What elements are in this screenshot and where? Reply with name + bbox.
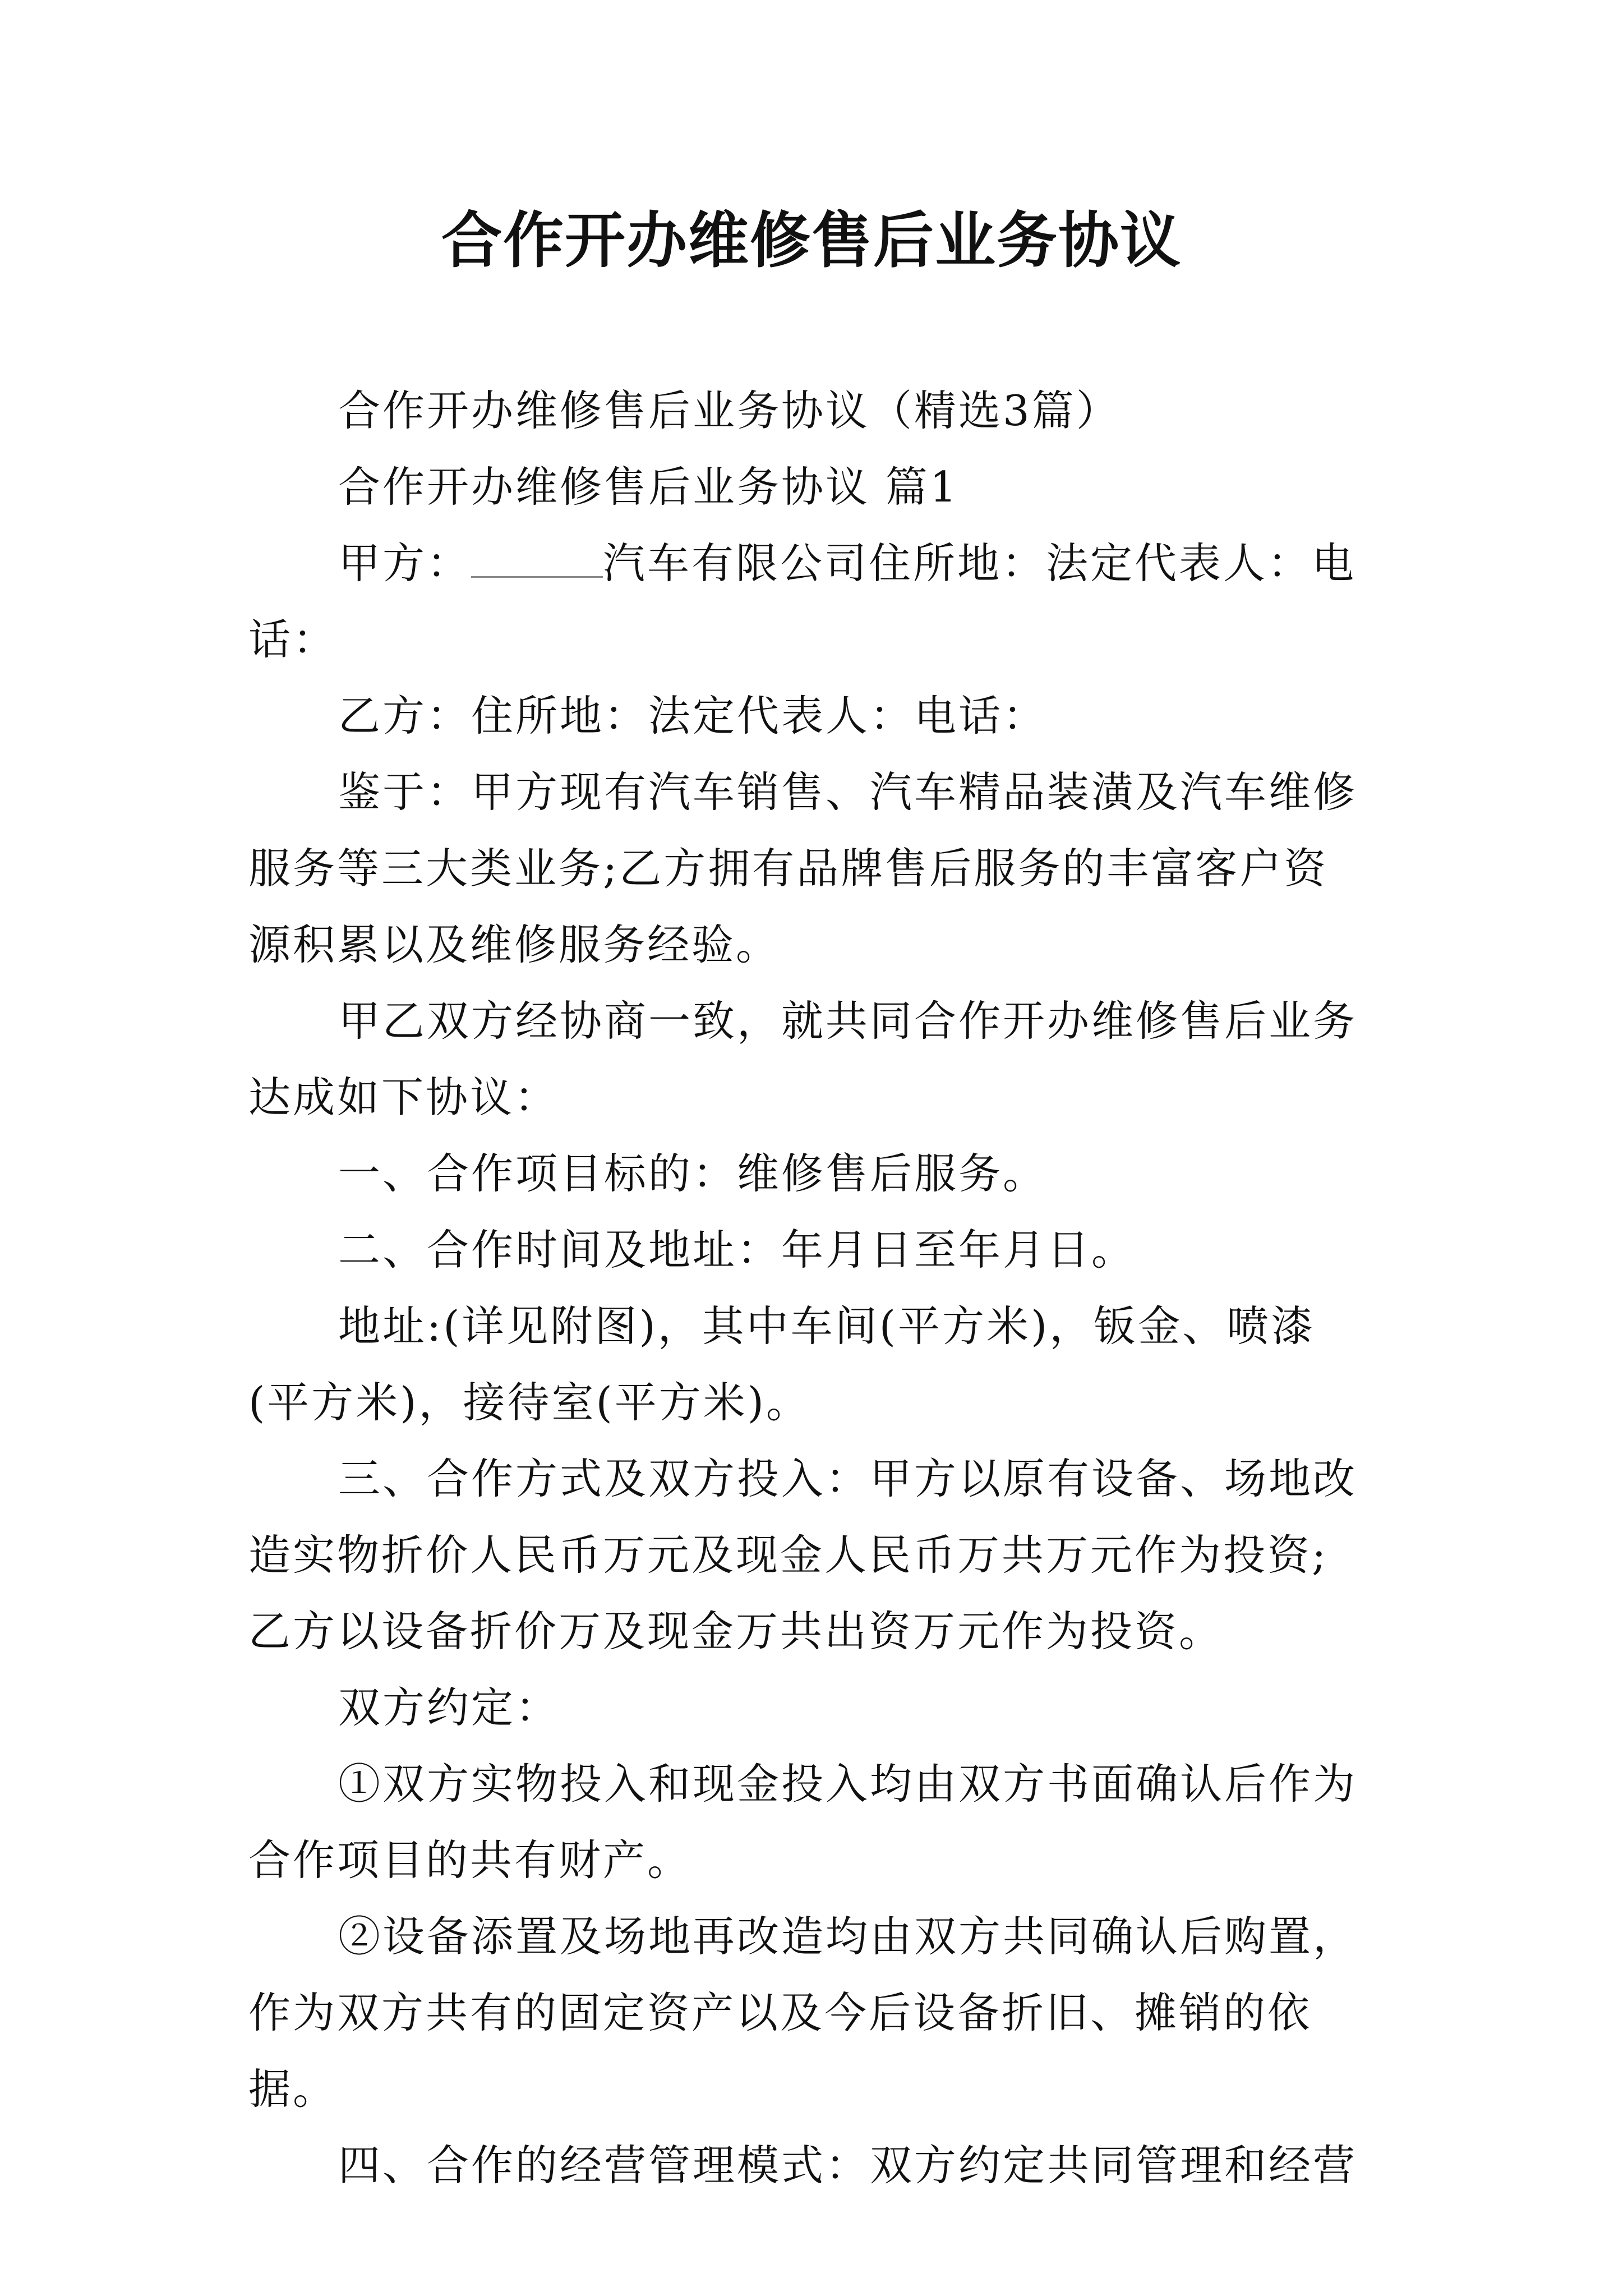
party-a-details: 汽车有限公司住所地：法定代表人：电话： [248, 539, 1357, 664]
paragraph-mutual-terms: 双方约定： [338, 1683, 560, 1732]
paragraph-term-2: ②设备添置及场地再改造均由双方共同确认后购置，作为双方共有的固定资产以及今后设备折旧、摊销的依据。 [248, 1912, 1358, 2114]
paragraph-address: 地址:(详见附图)，其中车间(平方米)，钣金、喷漆(平方米)，接待室(平方米)。 [248, 1301, 1316, 1427]
paragraph-clause-2: 二、合作时间及地址：年月日至年月日。 [338, 1225, 1136, 1274]
blank-fill-line [471, 537, 603, 578]
paragraph-clause-3: 三、合作方式及双方投入：甲方以原有设备、场地改造实物折价人民币万元及现金人民币万共万元作为投资;乙方以设备折价万及现金万共出资万元作为投资。 [248, 1454, 1358, 1656]
paragraph-party-a [248, 525, 1370, 678]
paragraph-clause-1: 一、合作项目标的：维修售后服务。 [338, 1149, 1048, 1198]
paragraph-whereas: 鉴于：甲方现有汽车销售、汽车精品装潢及汽车维修服务等三大类业务;乙方拥有品牌售后服务的丰富客户资源积累以及维修服务经验。 [248, 767, 1358, 969]
paragraph-subtitle: 合作开办维修售后业务协议（精选3篇） [338, 386, 1121, 435]
document-body [248, 372, 1370, 2203]
paragraph-term-1: ①双方实物投入和现金投入均由双方书面确认后作为合作项目的共有财产。 [248, 1759, 1358, 1885]
party-a-label: 甲方： [338, 539, 472, 588]
paragraph-clause-4: 四、合作的经营管理模式：双方约定共同管理和经营 [338, 2141, 1358, 2190]
paragraph-agreement-intro: 甲乙双方经协商一致，就共同合作开办维修售后业务达成如下协议： [248, 996, 1358, 1122]
paragraph-party-b: 乙方：住所地：法定代表人：电话： [338, 691, 1048, 740]
paragraph-section-heading: 合作开办维修售后业务协议 篇1 [338, 462, 959, 512]
document-title: 合作开办维修售后业务协议 [441, 206, 1182, 276]
